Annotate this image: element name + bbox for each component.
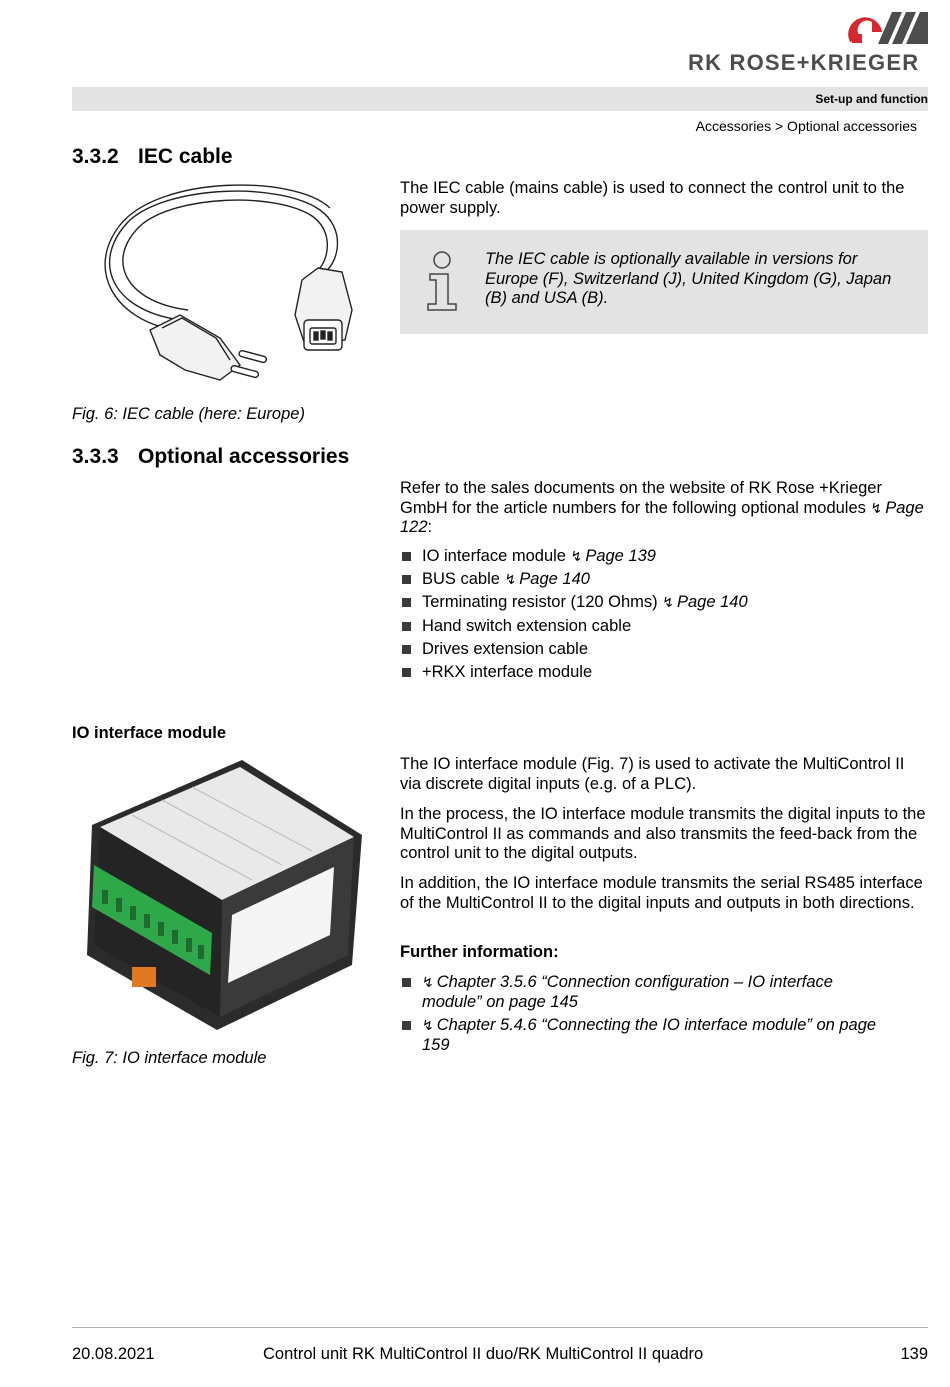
heading-iec-cable: [72, 145, 233, 169]
intro-end: :: [427, 518, 433, 537]
page-link[interactable]: Page 139: [585, 547, 656, 565]
bullet-square-icon: [402, 1021, 411, 1030]
further-information-list: [400, 973, 880, 1059]
iec-cable-illustration: [90, 180, 360, 395]
page-link[interactable]: Page 140: [519, 570, 590, 589]
bullet-square-icon: [402, 598, 411, 607]
bullet-square-icon: [402, 622, 411, 631]
list-item: [400, 973, 880, 1012]
list-item: [400, 661, 925, 684]
list-item: [400, 1016, 880, 1055]
chapter-link[interactable]: Chapter 5.4.6 “Connecting the IO interface module” on page 159: [422, 1016, 877, 1054]
reference-arrow-icon: ↯: [662, 594, 674, 611]
figure-caption-6: Fig. 6: IEC cable (here: Europe): [72, 405, 305, 423]
figure-caption-7: Fig. 7: IO interface module: [72, 1049, 267, 1067]
list-item: [400, 568, 925, 591]
page-link[interactable]: Page 140: [677, 593, 748, 612]
footer-date: 20.08.2021: [72, 1345, 155, 1363]
reference-arrow-icon: ↯: [422, 974, 434, 990]
reference-arrow-icon: ↯: [504, 571, 517, 588]
bullet-square-icon: [402, 668, 411, 677]
list-item: [400, 638, 925, 661]
intro-text: Refer to the sales documents on the website of RK Rose +Krieger GmbH for the article numbers for the following optional modules: [400, 479, 882, 517]
section-title: Set-up and function: [815, 92, 928, 106]
item-label: Drives extension cable: [422, 639, 588, 658]
rk-logo-icon: [848, 8, 928, 46]
iec-cable-description: The IEC cable (mains cable) is used to connect the control unit to the power supply.: [400, 179, 905, 217]
reference-arrow-icon: ↯: [570, 548, 583, 564]
heading-number: 3.3.2: [72, 145, 119, 168]
io-module-paragraph-1: The IO interface module (Fig. 7) is used to activate the MultiControl II via discrete digital inputs (e.g. of a PLC).: [400, 755, 905, 793]
item-label: Terminating resistor (120 Ohms): [422, 593, 658, 612]
io-module-paragraph-2: In the process, the IO interface module transmits the digital inputs to the MultiControl II as commands and also transmits the feed-back from the control unit to the digital outputs.: [400, 805, 926, 863]
item-label: +RKX interface module: [422, 663, 593, 682]
io-module-heading: IO interface module: [72, 724, 227, 742]
header-bar: [72, 87, 928, 111]
reference-arrow-icon: ↯: [870, 499, 883, 516]
info-icon: [424, 250, 460, 312]
note-text: The IEC cable is optionally available in versions for Europe (F), Switzerland (J), United Kingdom (G), Japan (B) and USA (B).: [485, 250, 892, 308]
list-item: [400, 615, 925, 638]
item-label: BUS cable: [422, 570, 500, 589]
reference-arrow-icon: ↯: [422, 1017, 434, 1034]
bullet-square-icon: [402, 552, 411, 561]
bullet-square-icon: [402, 978, 411, 987]
footer-divider: [72, 1327, 928, 1328]
further-information-heading: Further information:: [400, 943, 559, 961]
io-module-paragraph-3: In addition, the IO interface module transmits the serial RS485 interface of the MultiControl II to the digital inputs and outputs in both directions.: [400, 874, 923, 912]
breadcrumb: Accessories > Optional accessories: [695, 118, 917, 134]
heading-text: IEC cable: [138, 145, 233, 168]
footer-document-title: Control unit RK MultiControl II duo/RK MultiControl II quadro: [263, 1345, 704, 1363]
bullet-square-icon: [402, 645, 411, 654]
footer-page-number: 139: [900, 1345, 928, 1363]
chapter-link[interactable]: Chapter 3.5.6 “Connection configuration – IO interface module” on page 145: [422, 973, 833, 1011]
item-label: IO interface module: [422, 547, 566, 565]
bullet-square-icon: [402, 575, 411, 584]
io-module-photo: [72, 755, 372, 1035]
list-item: [400, 545, 925, 568]
accessories-intro: [400, 479, 925, 538]
heading-number: 3.3.3: [72, 445, 119, 468]
accessories-list: [400, 545, 925, 684]
list-item: [400, 591, 925, 614]
heading-text: Optional accessories: [138, 445, 350, 468]
item-label: Hand switch extension cable: [422, 616, 632, 635]
brand-name: RK ROSE+KRIEGER: [688, 50, 920, 75]
heading-optional-accessories: [72, 445, 349, 469]
intro-page-link[interactable]: Page 122: [400, 498, 924, 537]
